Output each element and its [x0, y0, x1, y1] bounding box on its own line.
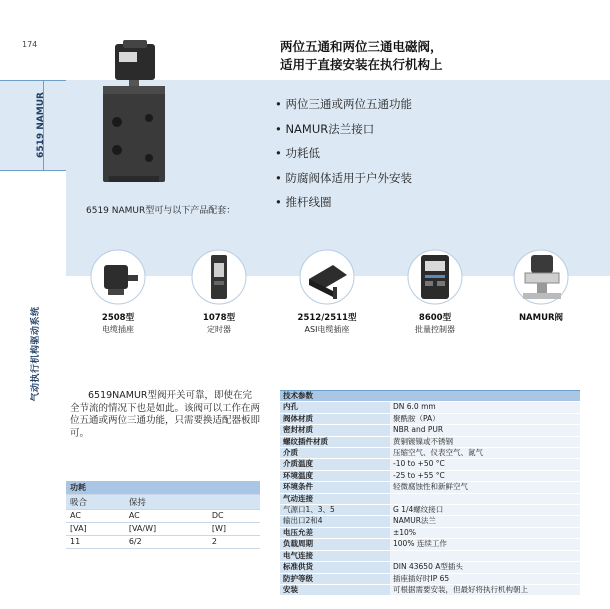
solenoid-valve-image: [95, 38, 175, 188]
spec-label: 防护等级: [280, 573, 390, 584]
table-header: [208, 495, 260, 510]
spec-value: 可根据需要安装，但最好将执行机构朝上: [390, 584, 580, 595]
table-row: [280, 516, 580, 527]
table-row: [280, 470, 580, 481]
spec-label: 标准供货: [280, 562, 390, 573]
table-row: [66, 510, 260, 523]
table-row: [280, 402, 580, 413]
sidebar-category: 气动执行机构驱动系统: [31, 306, 41, 402]
accessory-8600: [390, 249, 480, 335]
spec-value: [390, 550, 580, 561]
spec-label: 螺纹插件材质: [280, 436, 390, 447]
accessory-model: NAMUR阀: [518, 313, 564, 323]
table-row: [280, 550, 580, 561]
accessory-1078: [174, 249, 264, 335]
feature-item: • 防腐阀体适用于户外安装: [275, 166, 412, 191]
table-row: [280, 413, 580, 424]
spec-value: DIN 43650 A型插头: [390, 562, 580, 573]
table-cell: [W]: [208, 523, 260, 536]
spec-label: 阀体材质: [280, 413, 390, 424]
spec-value: -10 to +50 °C: [390, 459, 580, 470]
sidebar-product-code: 6519 NAMUR: [36, 92, 46, 158]
table-row: [280, 584, 580, 595]
accessory-2512: [282, 249, 372, 335]
table-row: [280, 482, 580, 493]
table-cell: 11: [66, 536, 125, 549]
table-row: [280, 505, 580, 516]
spec-label: 环境温度: [280, 470, 390, 481]
table-row: [280, 562, 580, 573]
accessory-model: 2512/2511型: [297, 313, 357, 323]
table-row: [280, 493, 580, 504]
accessory-name: 批量控制器: [415, 325, 455, 334]
feature-item: • 两位三通或两位五通功能: [275, 92, 412, 117]
table-row: [280, 539, 580, 550]
sidebar-band: [0, 80, 66, 170]
sidebar-divider: [0, 80, 66, 81]
table-cell: [VA]: [66, 523, 125, 536]
spec-value: ±10%: [390, 527, 580, 538]
page-title: [280, 38, 443, 74]
product-description: 6519NAMUR型阀开关可靠，即使在完全节流的情况下也是如此。该阀可以工作在两位五通或两位三通功能，只需要换适配器板即可。: [70, 390, 261, 439]
power-consumption-table: [66, 481, 260, 549]
spec-label: 电气连接: [280, 550, 390, 561]
table-row: [280, 425, 580, 436]
table-title: 功耗: [66, 481, 260, 495]
spec-label: 气动连接: [280, 493, 390, 504]
batch-controller-icon: [407, 249, 463, 305]
spec-label: 环境条件: [280, 482, 390, 493]
accessory-model: 1078型: [202, 313, 236, 323]
table-row: [66, 536, 260, 549]
feature-list: [275, 92, 412, 215]
cable-plug-icon: [90, 249, 146, 305]
table-row: [280, 573, 580, 584]
namur-valve-icon: [513, 249, 569, 305]
spec-value: [390, 493, 580, 504]
spec-label: 安装: [280, 584, 390, 595]
accessory-namur-valve: [496, 249, 586, 324]
table-header: 保持: [125, 495, 208, 510]
accessory-2508: [73, 249, 163, 335]
table-cell: AC: [125, 510, 208, 523]
timer-icon: [191, 249, 247, 305]
tech-spec-table: [280, 390, 580, 596]
page-number: 174: [22, 40, 38, 49]
asi-plug-icon: [299, 249, 355, 305]
accessory-name: 定时器: [207, 325, 231, 334]
spec-value: 100% 连续工作: [390, 539, 580, 550]
table-row: [280, 436, 580, 447]
spec-label: 输出口2和4: [280, 516, 390, 527]
spec-label: 介质温度: [280, 459, 390, 470]
spec-label: 负载周期: [280, 539, 390, 550]
spec-label: 密封材质: [280, 425, 390, 436]
spec-value: -25 to +55 °C: [390, 470, 580, 481]
table-title: 技术参数: [280, 391, 580, 402]
spec-value: 轻微腐蚀性和新鲜空气: [390, 482, 580, 493]
accessory-model: 8600型: [418, 313, 452, 323]
table-row: [280, 459, 580, 470]
table-cell: AC: [66, 510, 125, 523]
feature-item: • NAMUR法兰接口: [275, 117, 412, 142]
spec-value: 黄铜镀镍或不锈钢: [390, 436, 580, 447]
spec-value: 插座插好时IP 65: [390, 573, 580, 584]
spec-value: G 1/4螺纹接口: [390, 505, 580, 516]
table-row: [66, 523, 260, 536]
accessory-name: 电缆插座: [102, 325, 134, 334]
accessory-name: ASI电缆插座: [304, 325, 350, 334]
table-row: [280, 448, 580, 459]
spec-value: 聚酰胺（PA）: [390, 413, 580, 424]
feature-item: • 功耗低: [275, 141, 412, 166]
accessory-model: 2508型: [101, 313, 135, 323]
table-header: 吸合: [66, 495, 125, 510]
spec-label: 介质: [280, 448, 390, 459]
table-cell: 2: [208, 536, 260, 549]
spec-label: 气源口1、3、5: [280, 505, 390, 516]
table-cell: DC: [208, 510, 260, 523]
table-row: [280, 527, 580, 538]
compatibility-note: 6519 NAMUR型可与以下产品配套：: [86, 206, 236, 216]
spec-value: NAMUR法兰: [390, 516, 580, 527]
spec-value: 压缩空气、仪表空气、氮气: [390, 448, 580, 459]
feature-item: • 推杆线圈: [275, 190, 412, 215]
spec-value: DN 6.0 mm: [390, 402, 580, 413]
spec-label: 电压允差: [280, 527, 390, 538]
spec-label: 内孔: [280, 402, 390, 413]
table-cell: [VA/W]: [125, 523, 208, 536]
sidebar-divider: [0, 170, 66, 171]
title-line-2: 适用于直接安装在执行机构上: [280, 57, 443, 72]
spec-value: NBR and PUR: [390, 425, 580, 436]
table-cell: 6/2: [125, 536, 208, 549]
title-line-1: 两位五通和两位三通电磁阀，: [280, 39, 443, 54]
